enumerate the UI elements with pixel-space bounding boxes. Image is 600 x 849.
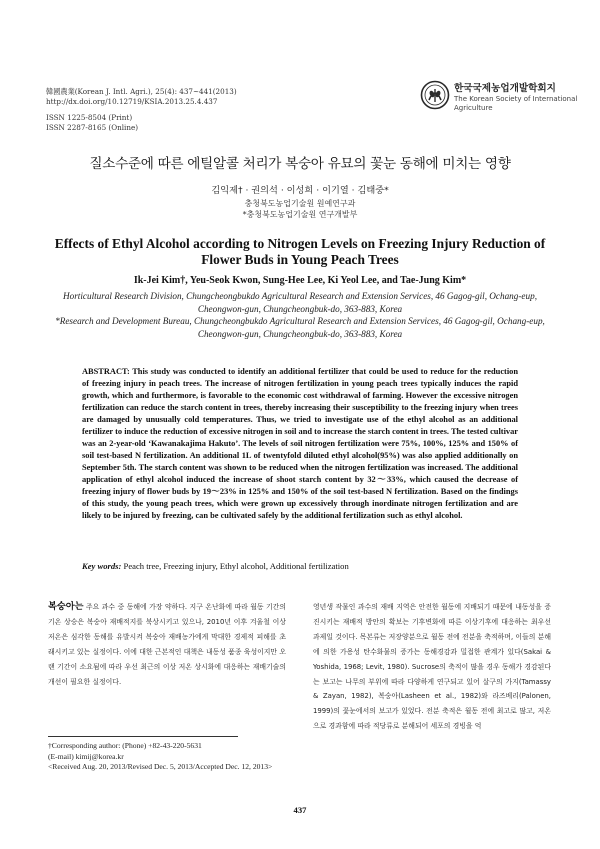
body-paragraph: 영년생 작물인 과수의 재배 지역은 안전한 월동에 지배되기 때문에 내동성을 증진시키는 재배적 방안의 확보는 기후변화에 따른 이상기후에 대응하는 최우선 과제일 것이다. 목본류는 저장양분으로 월동 전에 전분을 축적하며, 이들의 분해에 의한 가용성 탄수화물의 증가는 동해경감과 밀접한 관계가 있다(Sakai & Yoshida, 1968; Levit, 1980). Sucrose의 축적이 많을 경우 동해가 경감된다는 보고는 나무의 부위에 따라 다양하게 연구되고 있어 살구의 가지(Tamassy & Zayan, 1982), 복숭아(Lasheen et al., 1982)와 라즈베리(Palonen, 1999)의 꽃눈에서의 보고가 있었다. 전분 축적은 월동 전에 최고로 많고, 저온으로 경과함에 따라 적당류로 분해되어 세포의 경빙을 억 (313, 603, 551, 731)
journal-citation: 韓國農業(Korean J. Intl. Agri.), 25(4): 437~441(2013) (46, 87, 237, 96)
intro-paragraph: 주요 과수 중 동해에 가장 약하다. 지구 온난화에 따라 월동 기간의 기온 상승은 복숭아 재배적지를 북상시키고 있으나, 2010년 이후 겨울철 이상저온은 심각한 동해를 유발시켜 복숭아 재배농가에게 막대한 경제적 피해를 초래시키고 있는 실정이다. 이에 대한 근본적인 대책은 내동성 품종 육성이지만 오랜 기간이 소요됨에 따라 우선 최근의 이상 저온 상시화에 대응하는 재배기술의 개선이 필요한 실정이다. (48, 603, 286, 686)
manuscript-dates: <Received Aug. 20, 2013/Revised Dec. 5, 2013/Accepted Dec. 12, 2013> (48, 762, 273, 772)
society-emblem-icon (420, 80, 450, 110)
author-email[interactable]: (E-mail) kimij@korea.kr (48, 751, 124, 761)
keywords (82, 561, 518, 571)
society-name-en-line2: Agriculture (454, 104, 493, 112)
title-korean: 질소수준에 따른 에틸알콜 처리가 복숭아 유묘의 꽃눈 동해에 미치는 영향 (89, 156, 511, 172)
society-banner (420, 78, 580, 122)
affiliation-en-2: *Research and Development Bureau, Chungcheongbukdo Agricultural Research and Extension Services, 46 Gagog-gil, Ochang-eup, Cheongwon-gun, Chungcheongbuk-do, 363-883, Korea (55, 316, 545, 339)
affiliations-korean (0, 198, 600, 220)
footnote-divider (48, 736, 238, 737)
footnote (48, 741, 298, 773)
keywords-list: Peach tree, Freezing injury, Ethyl alcohol, Additional fertilization (123, 561, 349, 571)
affiliation-en-1: Horticultural Research Division, Chungcheongbukdo Agricultural Research and Extension Services, 46 Gagog-gil, Ochang-eup, Cheongwon-gun, Chungcheongbuk-do, 363-883, Korea (62, 291, 537, 314)
authors-english: Ik-Jei Kim†, Yeu-Seok Kwon, Sung-Hee Lee, Ki Yeol Lee, and Tae-Jung Kim* (133, 275, 467, 286)
society-name-ko: 한국국제농업개발학회지 (454, 83, 556, 94)
authors-korean: 김익제† · 권의석 · 이성희 · 이기열 · 김태중* (211, 185, 389, 196)
abstract: ABSTRACT: This study was conducted to identify an additional fertilizer that could be used to reduce for the reduction of freezing injury in peach trees. The increase of nitrogen fertilization in young peach trees typically induces the rapid growth, which and furthermore, is favorable to the economic cost withdrawal of farming. However the excessive nitrogen fertilization can reduce the starch content in trees, thereby increasing their susceptibility to the freezing injury when trees are damaged by unusually cold temperatures. Thus, we tried to investigate use of the ethyl alcohol as an additional fertilizer to induce the reduction of excessive nitrogen in soil and to increase the starch content in trees. The tested cultivar was an 2-year-old ‘Kawanakajima Hakuto’. The levels of soil nitrogen fertilization were 75%, 100%, 125% and 150% of soil test-based N fertilization. An additional 1L of twentyfold diluted ethyl alcohol(95%) was also applied additionally on September 5th. The starch content was shown to be reduced when the nitrogen fertilization was increased. The additional application of ethyl alcohol induced the increase of shoot starch content by 32～33%, which caused the decrease of freezing injury of flower buds by 19～23% in 125% and 150% of the soil test-based N fertilization. Based on the findings of this study, the young peach trees, which were grown up excessively through inordinate nitrogen fertilization and are likely to be injured by freezing, can be cultivated safely by the additional fertilization such as ethyl alcohol. (82, 367, 518, 520)
society-name-en-line1: The Korean Society of International (454, 95, 578, 103)
doi-link[interactable]: http://dx.doi.org/10.12719/KSIA.2013.25.4.437 (46, 97, 218, 106)
issn-online: ISSN 2287-8165 (Online) (46, 123, 139, 132)
title-english: Effects of Ethyl Alcohol according to Nitrogen Levels on Freezing Injury Reduction of Flower Buds in Young Peach Trees (54, 236, 546, 267)
keywords-label: Key words: (82, 561, 122, 571)
body-column-left (48, 600, 286, 689)
affiliations-english (48, 290, 552, 340)
affiliation-ko-2: *충청북도농업기술원 연구개발부 (242, 210, 358, 219)
corresponding-author: †Corresponding author: (Phone) +82-43-220-5631 (48, 741, 202, 750)
issn-print: ISSN 1225-8504 (Print) (46, 113, 133, 122)
affiliation-ko-1: 충청북도농업기술원 원예연구과 (244, 199, 356, 208)
journal-header (46, 87, 237, 133)
page-number: 437 (293, 805, 307, 815)
lead-word: 복숭아는 (48, 601, 84, 612)
body-column-right (313, 600, 551, 734)
